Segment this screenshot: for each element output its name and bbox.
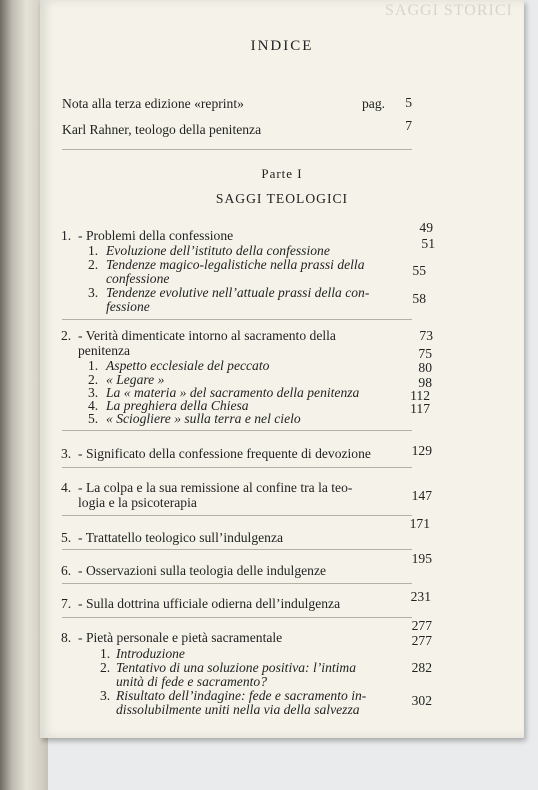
subsection-number: 2. <box>88 372 99 387</box>
subsection-title: « Sciogliere » sulla terra e nel cielo <box>106 411 301 426</box>
chapter-number: 4. <box>61 480 72 495</box>
subsection-page: 112 <box>410 388 430 403</box>
subsection-page: 51 <box>421 236 435 251</box>
subsection-page: 277 <box>411 633 432 648</box>
subsection-title: Aspetto ecclesiale del peccato <box>106 358 270 373</box>
subsection-title: Tendenze magico-legalistiche nella prassi della <box>106 257 365 272</box>
subsection-number: 3. <box>88 385 99 400</box>
divider <box>62 583 412 584</box>
subsection-number: 1. <box>100 646 111 661</box>
bleed-through-text: SAGGI STORICI <box>385 2 513 19</box>
subsection-number: 1. <box>88 243 99 258</box>
subsection-title-cont: fessione <box>106 299 150 314</box>
subsection-number: 4. <box>88 398 99 413</box>
chapter-page: 49 <box>419 220 433 235</box>
subsection-page: 75 <box>418 346 432 361</box>
pag-label: pag. <box>362 96 386 111</box>
divider <box>62 149 412 150</box>
chapter-number: 8. <box>61 630 72 645</box>
chapter-number: 2. <box>61 328 72 343</box>
chapter-number: 3. <box>61 446 72 461</box>
subsection-title: La « materia » del sacramento della penitenza <box>106 385 360 400</box>
chapter-page: 129 <box>411 443 432 458</box>
chapter-number: 1. <box>61 228 72 243</box>
subsection-number: 1. <box>88 358 99 373</box>
subsection-title: La preghiera della Chiesa <box>106 398 249 413</box>
subsection-page: 98 <box>418 375 432 390</box>
chapter-title: - La colpa e la sua remissione al confine tra la teo- <box>78 480 353 495</box>
index-title: INDICE <box>250 38 314 54</box>
subsection-title: Tentativo di una soluzione positiva: l’intima <box>116 660 357 675</box>
chapter-title: - Osservazioni sulla teologia delle indulgenze <box>78 563 327 578</box>
subsection-number: 3. <box>88 285 99 300</box>
subsection-number: 2. <box>88 257 99 272</box>
chapter-title: - Verità dimenticate intorno al sacramento della <box>78 328 336 343</box>
subsection-page: 302 <box>411 693 432 708</box>
divider <box>62 430 412 431</box>
subsection-number: 3. <box>100 688 111 703</box>
divider <box>62 467 412 468</box>
subsection-title: Introduzione <box>116 646 185 661</box>
chapter-title: - Sulla dottrina ufficiale odierna dell’indulgenza <box>78 596 341 611</box>
subsection-title: « Legare » <box>106 372 165 387</box>
part-title: SAGGI TEOLOGICI <box>215 191 349 206</box>
toc-front-entry-page: 5 <box>405 95 412 110</box>
subsection-title: Evoluzione dell’istituto della confessione <box>106 243 330 258</box>
chapter-page: 277 <box>411 618 432 633</box>
chapter-page: 195 <box>411 551 432 566</box>
subsection-page: 55 <box>412 263 426 278</box>
divider <box>62 549 412 550</box>
chapter-page: 147 <box>411 488 432 503</box>
toc-front-entry-page: 7 <box>405 118 412 133</box>
subsection-page: 58 <box>412 291 426 306</box>
chapter-title-cont: penitenza <box>78 343 131 358</box>
toc-front-entry-label: Karl Rahner, teologo della penitenza <box>62 122 262 137</box>
chapter-page: 73 <box>419 328 433 343</box>
chapter-title: - Significato della confessione frequente di devozione <box>78 446 371 461</box>
subsection-title-cont: dissolubilmente uniti nella via della salvezza <box>116 702 360 717</box>
chapter-number: 7. <box>61 596 72 611</box>
subsection-title: Tendenze evolutive nell’attuale prassi della con- <box>106 285 370 300</box>
subsection-title-cont: unità di fede e sacramento? <box>116 674 268 689</box>
chapter-number: 5. <box>61 530 72 545</box>
subsection-page: 80 <box>418 360 432 375</box>
subsection-page: 117 <box>410 401 430 416</box>
toc-front-entry-label: Nota alla terza edizione «reprint» <box>62 96 244 111</box>
subsection-title-cont: confessione <box>106 271 170 286</box>
chapter-page: 171 <box>409 516 430 531</box>
subsection-page: 282 <box>411 660 432 675</box>
chapter-title: - Pietà personale e pietà sacramentale <box>78 630 283 645</box>
chapter-title: - Trattatello teologico sull’indulgenza <box>78 530 284 545</box>
chapter-title: - Problemi della confessione <box>78 228 234 243</box>
divider <box>62 515 412 516</box>
subsection-number: 5. <box>88 411 99 426</box>
subsection-number: 2. <box>100 660 111 675</box>
chapter-number: 6. <box>61 563 72 578</box>
chapter-page: 231 <box>410 589 431 604</box>
part-label: Parte I <box>261 166 303 181</box>
subsection-title: Risultato dell’indagine: fede e sacramento in- <box>116 688 367 703</box>
divider <box>62 319 412 320</box>
chapter-title-cont: logia e la psicoterapia <box>78 495 197 510</box>
book-page <box>40 0 524 738</box>
divider <box>62 617 412 618</box>
